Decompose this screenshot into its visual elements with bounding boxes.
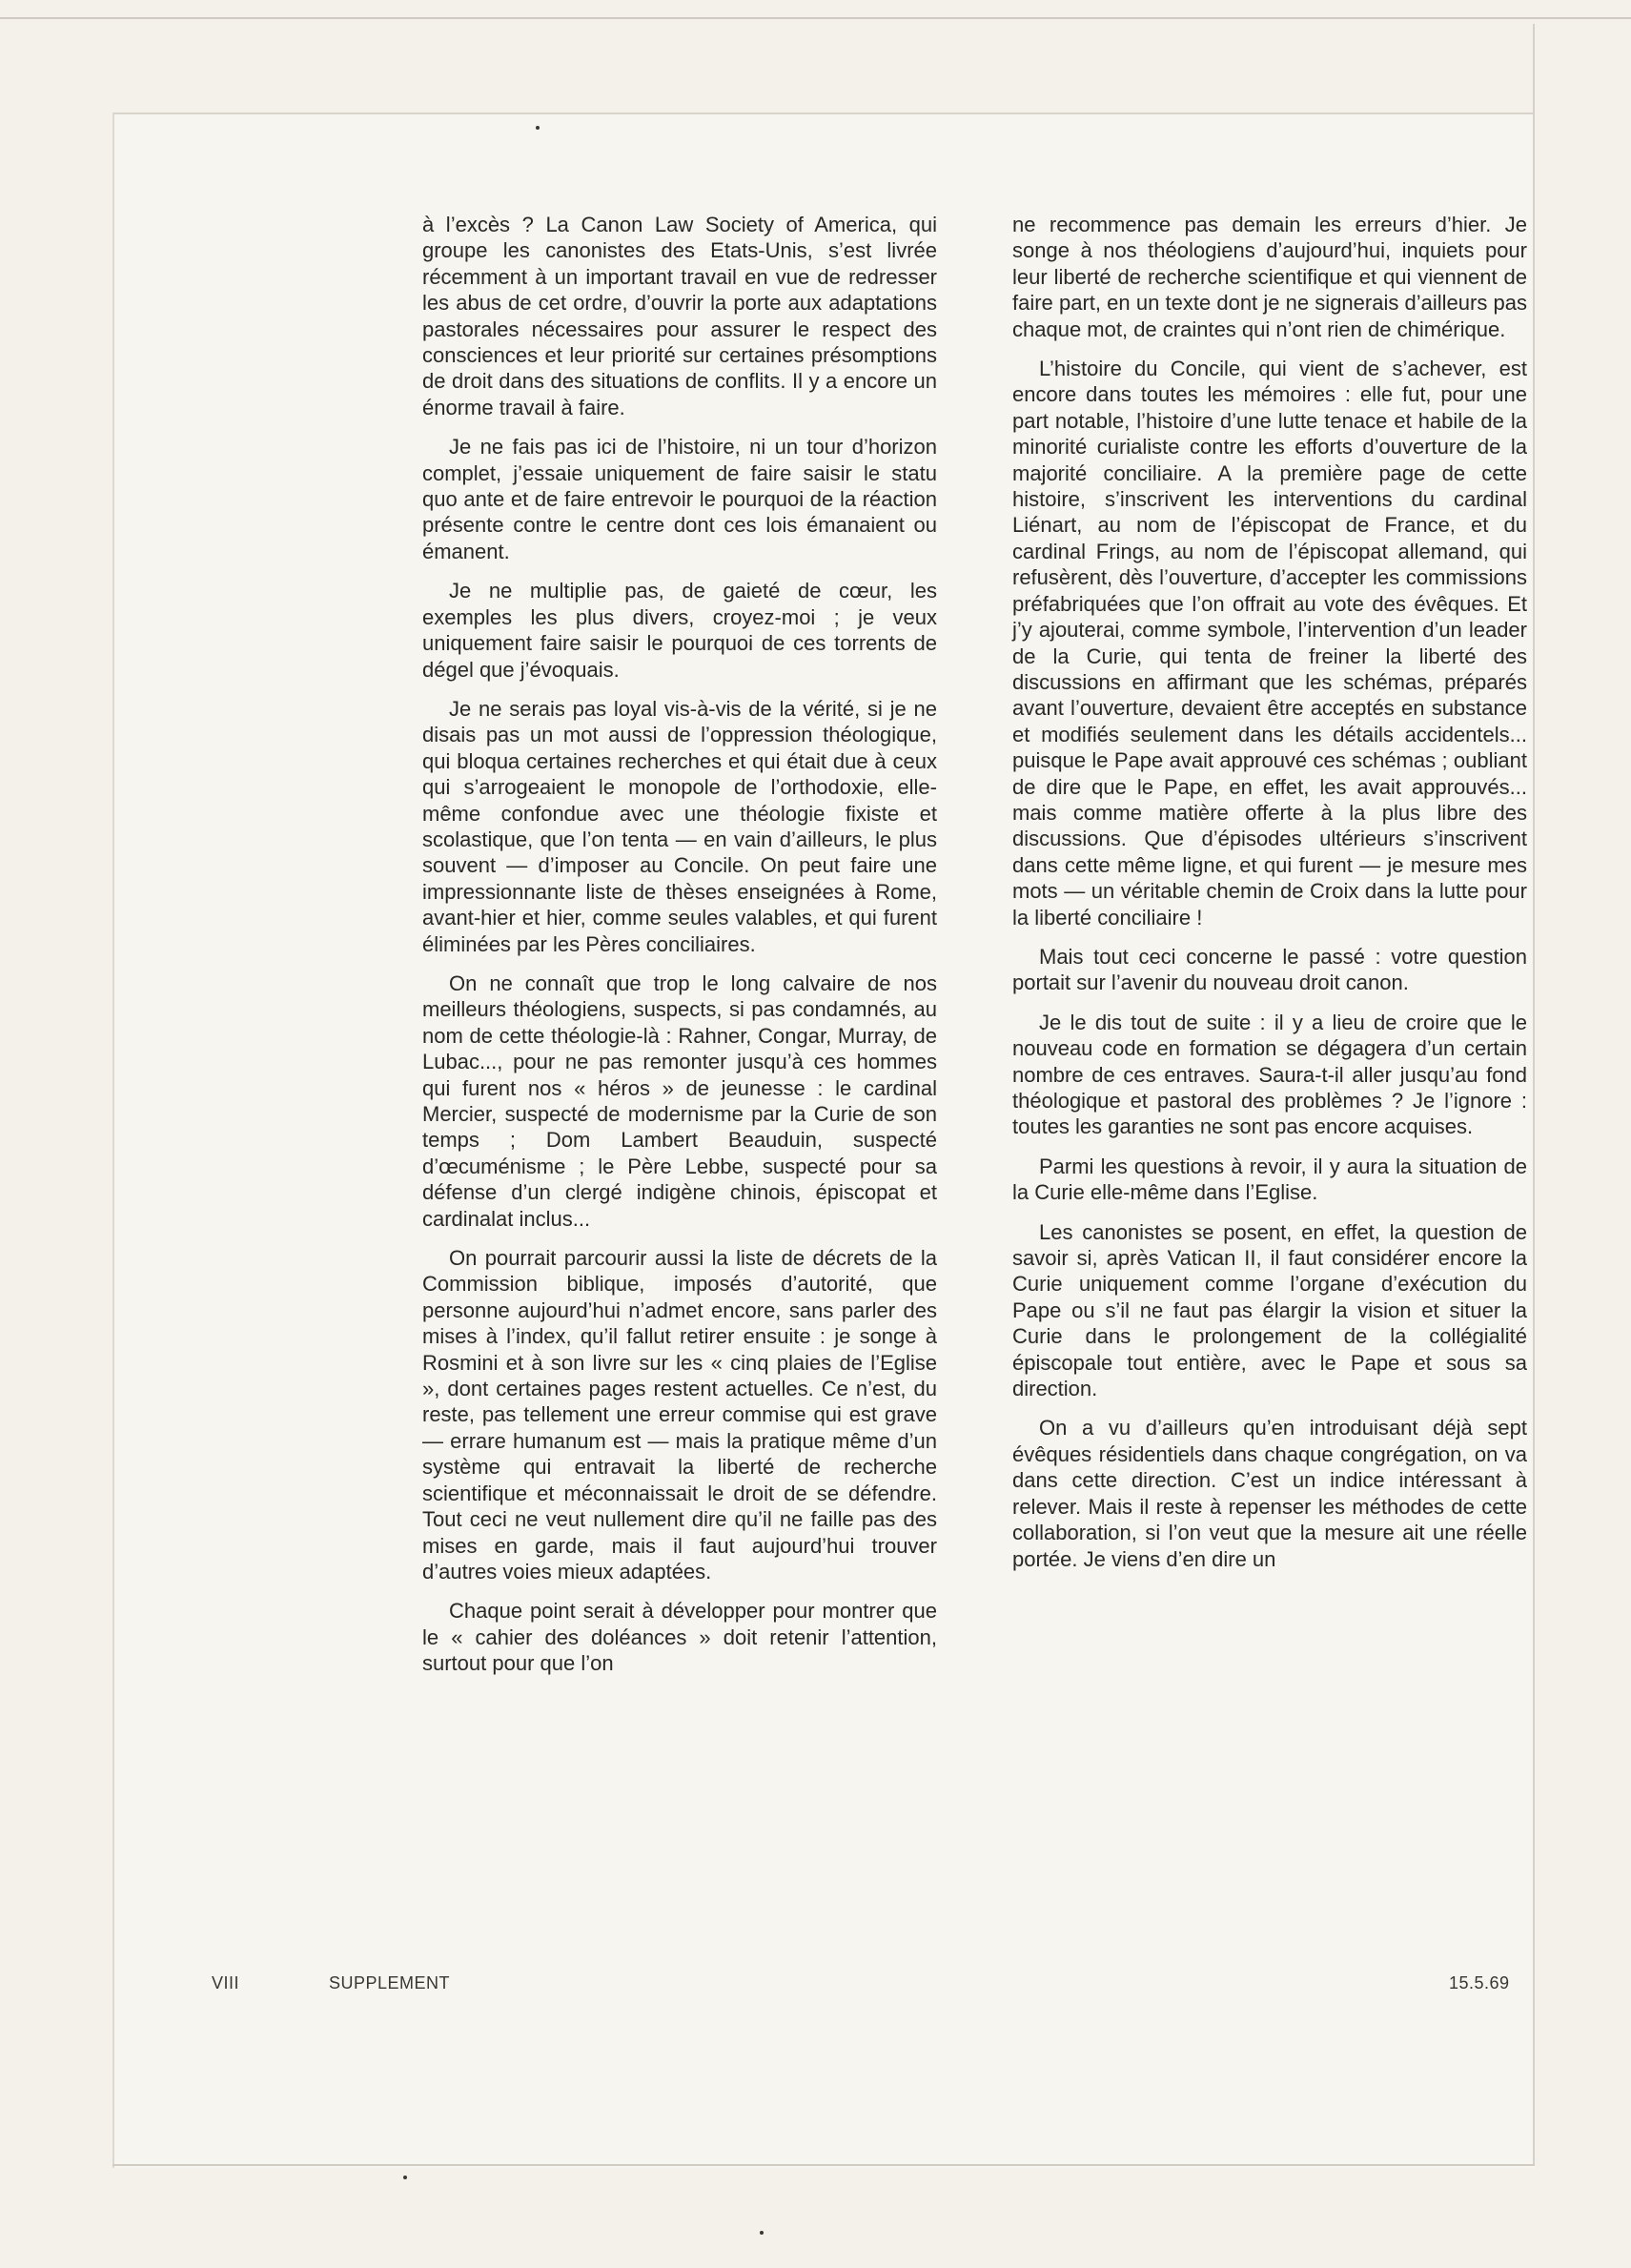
paragraph: On a vu d’ailleurs qu’en introduisant déjà sept évêques résidentiels dans chaque congrégation, on va dans cette direction. C’est un indice intéressant à relever. Mais il reste à repenser les méthodes de cette collaboration, si l’on veut que la mesure ait une réelle portée. Je viens d’en dire un <box>1012 1416 1527 1571</box>
paragraph: Je ne multiplie pas, de gaieté de cœur, les exemples les plus divers, croyez-moi ; je veux uniquement faire saisir le pourquoi de ces torrents de dégel que j’évoquais. <box>422 579 937 682</box>
paragraph: à l’excès ? La Canon Law Society of America, qui groupe les canonistes des Etats-Unis, s’est livrée récemment à un important travail en vue de redresser les abus de cet ordre, d’ouvrir la porte aux adaptations pastorales nécessaires pour assurer le respect des consciences et leur priorité sur certaines présomptions de droit dans des situations de conflits. Il y a encore un énorme travail à faire. <box>422 213 937 419</box>
issue-date: 15.5.69 <box>1449 1973 1510 1992</box>
paragraph: Chaque point serait à développer pour montrer que le « cahier des doléances » doit retenir l’attention, surtout pour que l’on <box>422 1599 937 1676</box>
article-column-right <box>1012 212 1527 1585</box>
paragraph: On ne connaît que trop le long calvaire de nos meilleurs théologiens, suspects, si pas condamnés, au nom de cette théologie-là : Rahner, Congar, Murray, de Lubac..., pour ne pas remonter jusqu’à ces hommes qui furent nos « héros » de jeunesse : le cardinal Mercier, suspecté de modernisme par la Curie de son temps ; Dom Lambert Beauduin, suspecté d’œcuménisme ; le Père Lebbe, suspecté pour sa défense d’un clergé indigène chinois, épiscopat et cardinalat inclus... <box>422 971 937 1231</box>
paragraph: ne recommence pas demain les erreurs d’hier. Je songe à nos théologiens d’aujourd’hui, inquiets pour leur liberté de recherche scientifique et qui viennent de faire part, en un texte dont je ne signerais d’ailleurs pas chaque mot, de craintes qui n’ont rien de chimérique. <box>1012 213 1527 341</box>
sheet-edge <box>1533 24 1535 2164</box>
section-label: SUPPLEMENT <box>329 1973 451 1992</box>
dust-speck <box>760 2231 764 2235</box>
sheet-edge <box>112 2164 1535 2166</box>
paragraph: Je ne fais pas ici de l’histoire, ni un tour d’horizon complet, j’essaie uniquement de faire saisir le statu quo ante et de faire entrevoir le pourquoi de la réaction présente contre le centre dont ces lois émanaient ou émanent. <box>422 435 937 563</box>
article-column-left <box>422 212 937 1690</box>
paragraph: Je le dis tout de suite : il y a lieu de croire que le nouveau code en formation se dégagera d’un certain nombre de ces entraves. Saura-t-il aller jusqu’au fond théologique et pastoral des problèmes ? Je l’ignore : toutes les garanties ne sont pas encore acquises. <box>1012 1010 1527 1139</box>
paragraph: Parmi les questions à revoir, il y aura la situation de la Curie elle-même dans l’Eglise. <box>1012 1154 1527 1205</box>
dust-speck <box>536 126 540 130</box>
scan-border <box>0 17 1631 19</box>
paragraph: L’histoire du Concile, qui vient de s’achever, est encore dans toutes les mémoires : elle fut, pour une part notable, l’histoire d’une lutte tenace et habile de la minorité curialiste contre les efforts d’ouverture de la majorité conciliaire. A la première page de cette histoire, s’inscrivent les interventions du cardinal Liénart, au nom de l’épiscopat de France, et du cardinal Frings, au nom de l’épiscopat allemand, qui refusèrent, dès l’ouverture, d’accepter les commissions préfabriquées que l’on offrait au vote des évêques. Et j’y ajouterai, comme symbole, l’intervention d’un leader de la Curie, qui tenta de freiner la liberté des discussions en affirmant que les schémas, préparés avant l’ouverture, devaient être acceptés en substance et modifiés seulement dans les détails accidentels... puisque le Pape avait approuvé ces schémas ; oubliant de dire que le Pape, en effet, les avait approuvés... mais comme matière offerte à la plus libre des discussions. Que d’épisodes ultérieurs s’inscrivent dans cette même ligne, et qui furent — je mesure mes mots — un véritable chemin de Croix dans la lutte pour la liberté conciliaire ! <box>1012 357 1527 930</box>
paragraph: Je ne serais pas loyal vis-à-vis de la vérité, si je ne disais pas un mot aussi de l’oppression théologique, qui bloqua certaines recherches et qui était due à ceux qui s’arrogeaient le monopole de l’orthodoxie, elle-même confondue avec une théologie fixiste et scolastique, que l’on tenta — en vain d’ailleurs, le plus souvent — d’imposer au Concile. On peut faire une impressionnante liste de thèses enseignées à Rome, avant-hier et hier, comme seules valables, et qui furent éliminées par les Pères conciliaires. <box>422 696 937 956</box>
paragraph: Mais tout ceci concerne le passé : votre question portait sur l’avenir du nouveau droit canon. <box>1012 944 1527 995</box>
paragraph: Les canonistes se posent, en effet, la question de savoir si, après Vatican II, il faut considérer encore la Curie uniquement comme l’organe d’exécution du Pape ou s’il ne faut pas élargir la vision et situer la Curie dans le prolongement de la collégialité épiscopale tout entière, avec le Pape et sous sa direction. <box>1012 1219 1527 1401</box>
dust-speck <box>403 2176 407 2179</box>
page-number: VIII <box>212 1973 240 1992</box>
paragraph: On pourrait parcourir aussi la liste de décrets de la Commission biblique, imposés d’autorité, que personne aujourd’hui n’admet encore, sans parler des mises à l’index, qu’il fallut retirer ensuite : je songe à Rosmini et à son livre sur les « cinq plaies de l’Eglise », dont certaines pages restent actuelles. Ce n’est, du reste, pas tellement une erreur commise qui est grave — errare humanum est — mais la pratique même d’un système qui entravait la liberté de recherche scientifique et méconnaissait le droit de se défendre. Tout ceci ne veut nullement dire qu’il ne faille pas des mises en garde, mais il faut aujourd’hui trouver d’autres voies mieux adaptées. <box>422 1246 937 1584</box>
